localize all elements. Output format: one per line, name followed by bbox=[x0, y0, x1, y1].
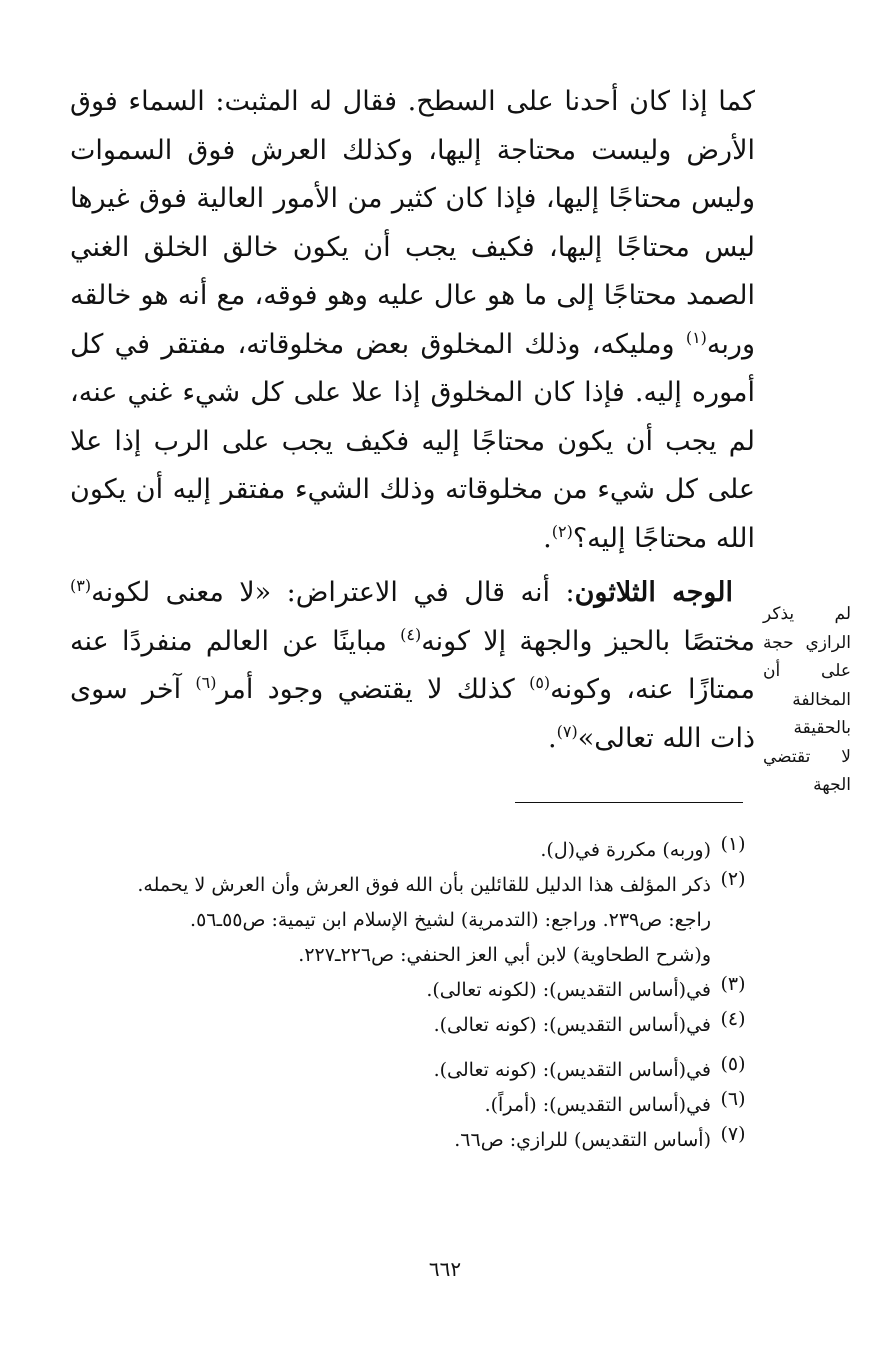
footnote-number: (٥) bbox=[720, 1053, 746, 1075]
footnote-marker: (٤) bbox=[400, 624, 422, 644]
footnote-number: (٦) bbox=[720, 1088, 746, 1110]
section-lead: الوجه الثلاثون bbox=[574, 577, 733, 608]
footnote-line: في(أساس التقديس): (أمراً). bbox=[484, 1094, 711, 1116]
footnote-divider bbox=[515, 802, 743, 803]
footnote-number: (٢) bbox=[720, 868, 746, 890]
footnote-body bbox=[70, 1053, 711, 1088]
footnote-marker: (٢) bbox=[551, 521, 573, 541]
footnote-body bbox=[70, 1123, 711, 1158]
footnote-marker: (٧) bbox=[556, 721, 578, 741]
footnote-number: (٧) bbox=[720, 1123, 746, 1145]
paragraph-text: : أنه قال في الاعتراض: «لا معنى لكونه bbox=[91, 577, 575, 608]
footnote-body bbox=[70, 833, 711, 868]
paragraph bbox=[70, 78, 755, 563]
paragraph-text: كما إذا كان أحدنا على السطح. فقال له المثبت: السماء فوق الأرض وليست محتاجة إليها، وكذلك العرش فوق السموات وليس محتاجًا إليها، فإذا كان كثير من الأمور العالية فوق غيرها ليس محتاجًا إليها، فكيف يجب أن يكون خالق الخلق الغني الصمد محتاجًا إلى ما هو عال عليه وهو فوقه، مع أنه هو خالقه وربه bbox=[70, 86, 755, 360]
margin-note bbox=[763, 600, 851, 800]
footnote-marker: (١) bbox=[685, 327, 707, 347]
margin-note-line: الجهة bbox=[813, 775, 851, 795]
footnote-number: (١) bbox=[720, 833, 746, 855]
margin-note-line: الرازي حجة bbox=[763, 632, 851, 653]
paragraph-text: آخر سوى ذات الله تعالى» bbox=[70, 674, 755, 754]
footnote-body bbox=[70, 1008, 711, 1043]
margin-note-line: لم يذكر bbox=[763, 604, 851, 624]
footnote-line: (وربه) مكررة في(ل). bbox=[540, 839, 711, 861]
page-number: ٦٦٢ bbox=[428, 1257, 462, 1281]
paragraph-text: . bbox=[543, 522, 552, 554]
paragraph bbox=[70, 569, 755, 763]
footnote-line: في(أساس التقديس): (كونه تعالى). bbox=[433, 1059, 711, 1081]
footnote-marker: (٣) bbox=[70, 576, 92, 595]
paragraph-text: . bbox=[548, 722, 557, 754]
footnote-body bbox=[70, 973, 711, 1008]
footnote-line: راجع: ص٢٣٩. وراجع: (التدمرية) لشيخ الإسلام ابن تيمية: ص٥٥ـ٥٦. bbox=[190, 909, 711, 931]
paragraph-text: مختصًا بالحيز والجهة إلا كونه bbox=[421, 625, 755, 657]
footnote bbox=[70, 1053, 755, 1088]
footnote-body bbox=[70, 1088, 711, 1123]
footnote-line: ذكر المؤلف هذا الدليل للقائلين بأن الله فوق العرش وأن العرش لا يحمله. bbox=[137, 874, 711, 896]
footnote-marker: (٥) bbox=[529, 673, 551, 692]
paragraph-text: مباينًا عن العالم منفردًا عنه ممتازًا عنه، وكونه bbox=[70, 625, 755, 705]
footnote bbox=[70, 868, 755, 973]
margin-note-line: على أن bbox=[763, 661, 851, 681]
main-text bbox=[70, 78, 755, 763]
footnote bbox=[70, 833, 755, 868]
footnote bbox=[70, 1008, 755, 1043]
footnote bbox=[70, 1088, 755, 1123]
footnote bbox=[70, 973, 755, 1008]
footnote-number: (٤) bbox=[720, 1008, 746, 1030]
footnote-line: و(شرح الطحاوية) لابن أبي العز الحنفي: ص٢٢٦ـ٢٢٧. bbox=[298, 944, 711, 966]
footnote-number: (٣) bbox=[720, 973, 746, 995]
footnote-marker: (٦) bbox=[195, 673, 217, 692]
margin-note-line: بالحقيقة bbox=[793, 718, 851, 738]
footnote-line: في(أساس التقديس): (لكونه تعالى). bbox=[426, 979, 711, 1001]
footnote-body bbox=[70, 868, 711, 973]
paragraph-text: كذلك لا يقتضي وجود أمر bbox=[216, 674, 530, 705]
margin-note-line: المخالفة bbox=[792, 689, 851, 710]
footnote-line: (أساس التقديس) للرازي: ص٦٦. bbox=[454, 1129, 711, 1151]
paragraph-text: ومليكه، وذلك المخلوق بعض مخلوقاته، مفتقر في كل أموره إليه. فإذا كان المخلوق إذا علا على كل شيء غني عنه، لم يجب أن يكون محتاجًا إليه فكيف يجب على الرب إذا علا على كل شيء من مخلوقاته وذلك الشيء مفتقر إليه أن يكون الله محتاجًا إليه؟ bbox=[70, 328, 755, 554]
footnotes bbox=[70, 833, 755, 1158]
footnote bbox=[70, 1123, 755, 1158]
margin-note-line: لا تقتضي bbox=[763, 746, 851, 767]
footnote-line: في(أساس التقديس): (كونه تعالى). bbox=[433, 1014, 711, 1036]
